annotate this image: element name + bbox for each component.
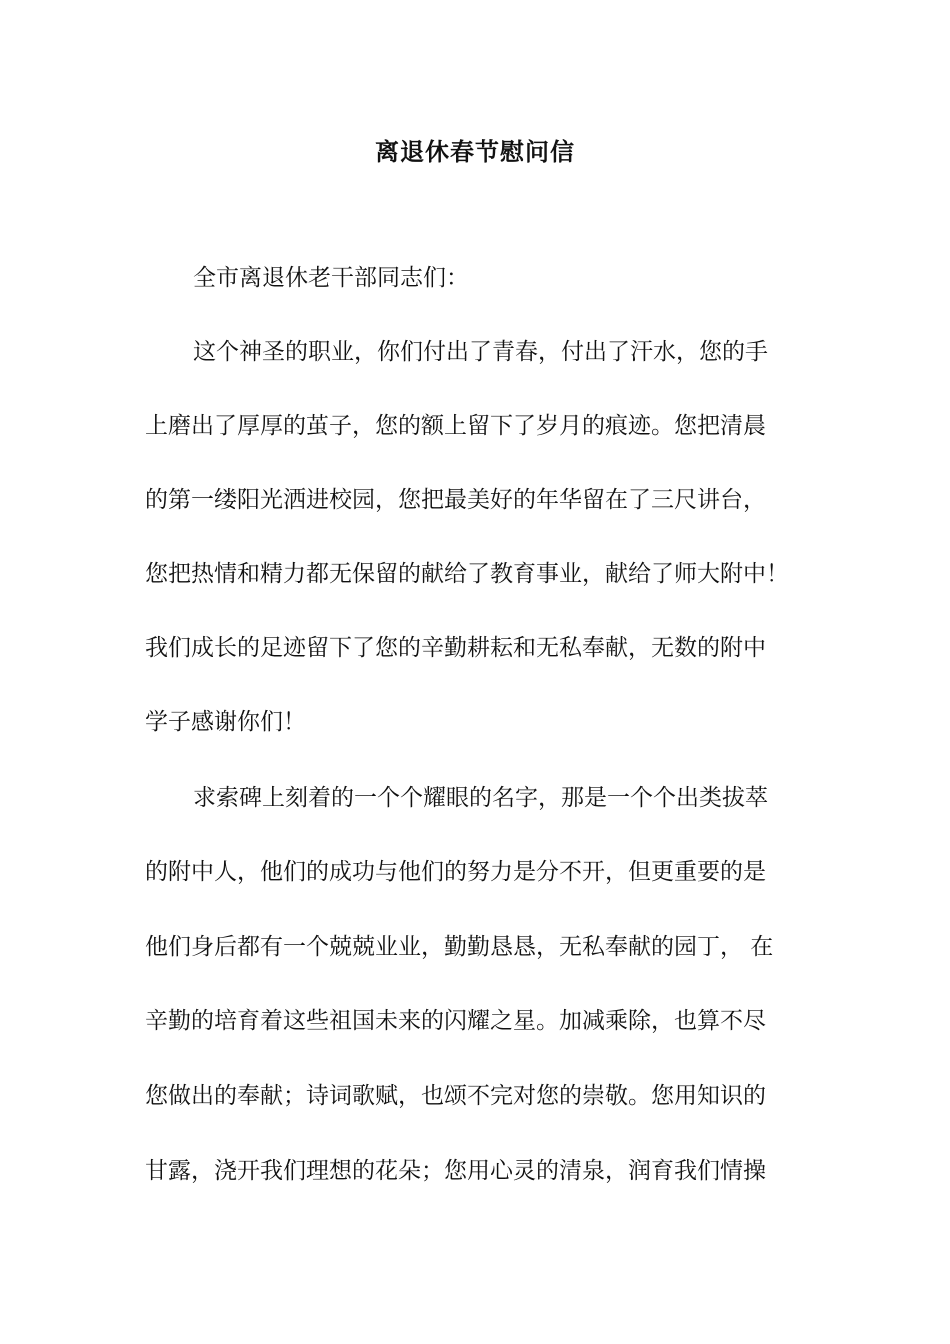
- paragraph-1-line-3: 的第一缕阳光洒进校园，您把最美好的年华留在了三尺讲台，: [145, 487, 766, 513]
- paragraph-1-line-1: 这个神圣的职业，你们付出了青春，付出了汗水，您的手: [193, 339, 768, 365]
- document-title: 离退休春节慰问信: [375, 137, 575, 166]
- paragraph-2-line-3: 他们身后都有一个兢兢业业，勤勤恳恳，无私奉献的园丁， 在: [145, 934, 774, 960]
- paragraph-1-line-5: 我们成长的足迹留下了您的辛勤耕耘和无私奉献，无数的附中: [145, 635, 766, 661]
- paragraph-1-line-2: 上磨出了厚厚的茧子，您的额上留下了岁月的痕迹。您把清晨: [145, 413, 766, 439]
- salutation-line: 全市离退休老干部同志们：: [193, 265, 469, 291]
- paragraph-1-line-6: 学子感谢你们！: [145, 709, 306, 735]
- paragraph-2-line-6: 甘露，浇开我们理想的花朵；您用心灵的清泉，润育我们情操: [145, 1158, 766, 1184]
- paragraph-1-line-4: 您把热情和精力都无保留的献给了教育事业，献给了师大附中！: [145, 561, 789, 587]
- paragraph-2-line-1: 求索碑上刻着的一个个耀眼的名字，那是一个个出类拔萃: [193, 785, 768, 811]
- paragraph-2-line-4: 辛勤的培育着这些祖国未来的闪耀之星。加减乘除，也算不尽: [145, 1008, 766, 1034]
- paragraph-2-line-2: 的附中人，他们的成功与他们的努力是分不开，但更重要的是: [145, 859, 766, 885]
- paragraph-2-line-5: 您做出的奉献；诗词歌赋，也颂不完对您的崇敬。您用知识的: [145, 1083, 766, 1109]
